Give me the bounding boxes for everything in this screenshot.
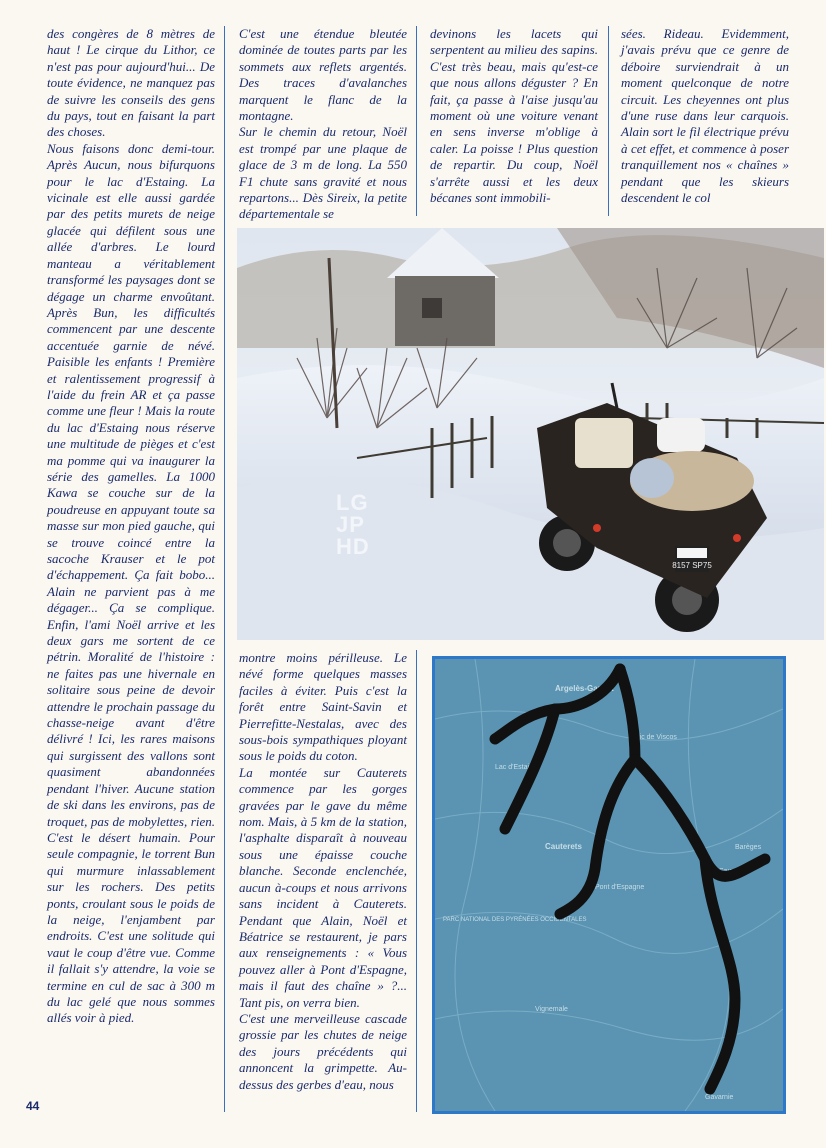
watermark (336, 492, 370, 558)
column-2-paragraph-1: C'est une étendue bleutée dominée de toutes parts par les sommets aux reflets argentés. Des traces d'avalanches marquent le flanc de la montagne. (239, 26, 407, 124)
watermark-line-3: HD (336, 534, 370, 559)
text-column-1 (47, 26, 215, 1027)
column-2b-paragraph-1: montre moins périlleuse. Le névé forme quelques masses faciles à éviter. Puis c'est la forêt entre Saint-Savin et Pierrefitte-Nestalas, avec des sous-bois sympathiques ployant sous le poids du coton. (239, 650, 407, 764)
watermark-line-1: LG (336, 490, 369, 515)
license-plate-text: 8157 SP75 (672, 561, 712, 570)
column-4-paragraph: sées. Rideau. Evidemment, j'avais prévu que ce genre de déboire surviendrait à un moment quelconque de notre circuit. Les cheyennes ont plus d'une ruse dans leur carquois. Alain sort le fil électrique prévu à cet effet, et commence à poser tranquillement nos « chaînes » pendant que les skieurs descendent le col (621, 26, 789, 206)
map-label-st-sauveur: St-Sauveur (710, 868, 746, 875)
map-label-vignemale: Vignemale (535, 1006, 568, 1013)
map-label-gavarnie: Gavarnie (705, 1094, 734, 1101)
map-label-bareges: Barèges (735, 844, 762, 851)
column-1-paragraph-1: des congères de 8 mètres de haut ! Le cirque du Lithor, ce n'est pas pour aujourd'hui... De toute évidence, ne manquez pas de suivre les conseils des gens du pays, tout en faisant la part des choses. (47, 26, 215, 140)
page-number: 44 (26, 1099, 40, 1113)
map-illustration (435, 659, 783, 1111)
photo-illustration (237, 228, 824, 640)
column-rule-3 (608, 26, 609, 216)
column-rule-4 (416, 650, 417, 1112)
column-1-paragraph-2: Nous faisons donc demi-tour. Après Aucun, nous bifurquons pour le lac d'Estaing. La vicinale est elle aussi gardée par des petits murets de neige glacée qui défilent sous une allée d'arbres. Le lourd manteau a véritablement transformé les paysages dont se dégage un charme envoûtant. Après Bun, les difficultés commencent par une descente accentuée garnie de névé. Paisible les enfants ! Première et ralentissement progressif à l'aide du frein AR et ça passe comme une fleur ! Mais la route du lac d'Estaing nous réserve une multitude de pièges et c'est ma pomme qui va inaugurer la série des gamelles. La 1000 Kawa se couche sur de la poudreuse en appuyant toute sa masse sur mon pied gauche, qui se trouve coincé entre la sacoche Krauser et le pot d'échappement. Ça fait bobo... Alain ne parvient pas à me dégager... Ça se complique. Enfin, l'ami Noël arrive et les deux gars me sortent de ce pétrin. Moralité de l'histoire : ne faites pas une hivernale en solitaire sous peine de devoir attendre le prochain passage du chasse-neige avant d'être délivré ! Ici, les rares maisons qui surgissent des vallons sont quasiment abandonnées pendant l'hiver. Aucune station de ski dans les environs, pas de troquet, pas de mobylettes, rien. C'est le désert humain. Pour seule compagnie, le torrent Bun qui murmure inlassablement sur les rochers. Des petits ponts, croulant sous le poids de la neige, l'enjambent par endroits. C'est une solitude qui vaut le coup d'être vue. Comme il fallait s'y attendre, la voie se termine en cul de sac à 300 m du lac gelé que nous sommes allés voir à pied. (47, 140, 215, 1026)
map-label-pont-espagne: Pont d'Espagne (595, 884, 645, 891)
column-rule-2 (416, 26, 417, 216)
column-3-paragraph: devinons les lacets qui serpentent au milieu des sapins. C'est très beau, mais qu'est-ce que nous allons déguster ? En fait, ça passe à l'aise jusqu'au moment où une voiture venant en sens inverse m'oblige à caler. La poisse ! Plus question de repartir. Du coup, Noël s'arrête aussi et les deux bécanes sont immobili- (430, 26, 598, 206)
text-column-3-top (430, 26, 598, 206)
map-label-parc-national: PARC NATIONAL DES PYRÉNÉES OCCIDENTALES (443, 917, 587, 923)
watermark-line-2: JP (336, 512, 365, 537)
map-label-cauterets: Cauterets (545, 842, 582, 851)
text-column-4-top (621, 26, 789, 206)
snow-motorcycle-photo (237, 228, 824, 640)
map-label-viscos: Pic de Viscos (635, 734, 677, 741)
text-column-2-top (239, 26, 407, 223)
map-label-argeles: Argelès-Gazost (555, 684, 614, 693)
column-2-paragraph-2: Sur le chemin du retour, Noël est trompé par une plaque de glace de 3 m de long. La 550 F1 chute sans gravité et nous repartons... Dès Sireix, la petite départementale se (239, 124, 407, 222)
text-column-2-bottom (239, 650, 407, 1093)
column-2b-paragraph-3: C'est une merveilleuse cascade grossie par les chutes de neige des jours précédents qui annoncent la grimpette. Au-dessus des gerbes d'eau, nous (239, 1010, 407, 1092)
column-rule-1 (224, 26, 225, 1112)
column-2b-paragraph-2: La montée sur Cauterets commence par les gorges gravées par le gave du même nom. Mais, à 5 km de la station, l'asphalte disparaît à nouveau sous une épaisse couche blanche. Seconde enclenchée, aucun à-coups et nous arrivons sans incident à Cauterets. Pendant que Alain, Noël et Béatrice se restaurent, je pars aux renseignements : « Vous pouvez aller à Pont d'Espagne, mais il faut des chaîne » ?... Tant pis, on verra bien. (239, 764, 407, 1010)
map-label-lac-estaing: Lac d'Estaing (495, 764, 537, 771)
route-map (432, 656, 786, 1114)
